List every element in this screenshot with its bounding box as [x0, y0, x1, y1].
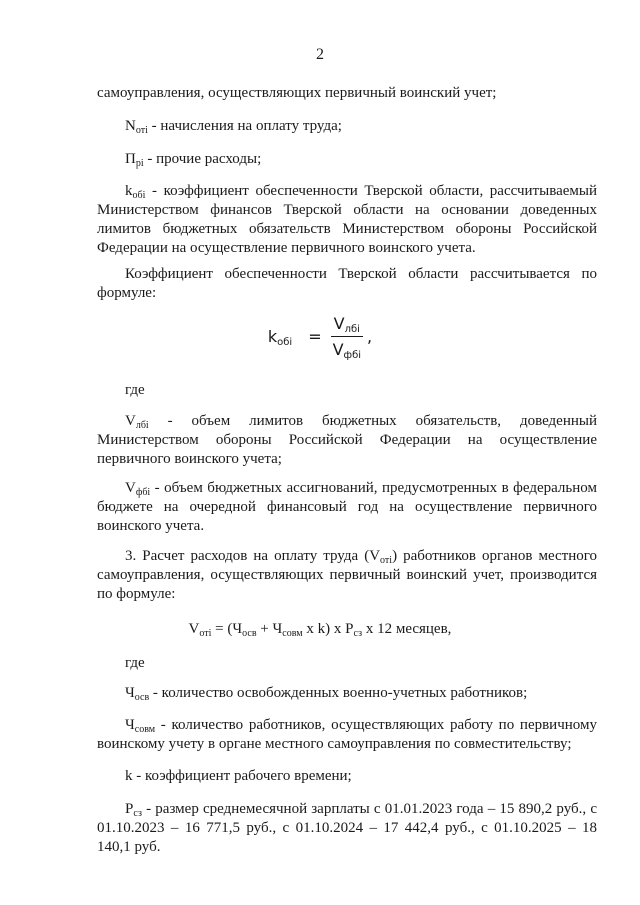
denominator-subscript: фбi: [343, 350, 362, 361]
formula-lhs: [268, 327, 292, 346]
definition-text: - начисления на оплату труда;: [147, 118, 342, 134]
where-label-1: где: [125, 382, 145, 398]
definition-v-lb: [97, 412, 597, 469]
formula-lhs-symbol: k: [267, 327, 278, 346]
symbol: N: [125, 118, 136, 134]
definition-v-fb: [97, 479, 597, 536]
item-3-subscript: отi: [380, 555, 393, 566]
symbol: Ч: [125, 717, 135, 733]
formula2-part1: = (Ч: [211, 621, 243, 637]
definition-k: k - коэффициент рабочего времени;: [125, 768, 352, 784]
coefficient-intro: Коэффициент обеспеченности Тверской области рассчитывается по формуле:: [97, 266, 597, 301]
formula2-ch1-subscript: осв: [242, 628, 257, 639]
definition-ch-sovm: [97, 716, 597, 754]
definition-text: - объем бюджетных ассигнований, предусмотренных в федеральном бюджете на очередной финансовый год на осуществление первичного воинского учета.: [97, 480, 597, 534]
formula-equals: =: [308, 327, 322, 346]
definition-text: - коэффициент обеспеченности Тверской области, рассчитываемый Министерством финансов Тверской области на основании доведенных лимитов бюджетных обязательств Министерством обороны Российской Федерации на осуществление первичного воинского учета.: [97, 183, 597, 256]
definition-k-ob: [97, 182, 597, 258]
symbol-subscript: сз: [133, 808, 142, 819]
definition-ch-osv: [97, 684, 597, 703]
symbol: k: [125, 183, 133, 199]
definition-r-sz: [97, 800, 597, 857]
symbol-subscript: рi: [135, 158, 144, 169]
formula-numerator: [331, 314, 363, 337]
item-3-paragraph: [97, 547, 597, 604]
symbol-subscript: лбi: [135, 420, 149, 431]
symbol-subscript: отi: [135, 125, 148, 136]
formula2-v-subscript: отi: [199, 628, 212, 639]
formula2-ch2-subscript: совм: [282, 628, 303, 639]
intro-line: самоуправления, осуществляющих первичный воинский учет;: [97, 85, 497, 101]
item-3-text-pre: 3. Расчет расходов на оплату труда (V: [125, 548, 381, 564]
formula2-r-subscript: сз: [353, 628, 363, 639]
salary-formula: [0, 621, 640, 638]
symbol: Р: [125, 801, 134, 817]
definition-text: - размер среднемесячной зарплаты с 01.01.2023 года – 15 890,2 руб., с 01.10.2023 – 16 771,5 руб., с 01.10.2024 – 17 442,4 руб., с 01.10.2025 – 18 140,1 руб.: [97, 801, 597, 855]
symbol-subscript: осв: [134, 692, 150, 703]
item-3-text-post: ) работников органов местного самоуправления, осуществляющих первичный воинский учет, производится по формуле:: [97, 548, 597, 602]
definition-text: - количество освобожденных военно-учетных работников;: [149, 685, 528, 701]
coefficient-formula: [0, 314, 640, 359]
symbol-subscript: фбi: [135, 487, 151, 498]
definition-p-r: [97, 150, 597, 169]
formula2-part3: x k) x Р: [302, 621, 354, 637]
formula2-part4: x 12 месяцев,: [362, 621, 452, 637]
formula-lhs-subscript: обi: [277, 337, 293, 348]
formula-comma: ,: [367, 327, 373, 346]
formula-fraction: [330, 314, 364, 359]
definition-text: - прочие расходы;: [143, 151, 262, 167]
formula2-v: V: [188, 621, 200, 637]
formula2-part2: + Ч: [256, 621, 283, 637]
symbol: П: [125, 151, 136, 167]
definition-n-ot: [97, 117, 597, 136]
numerator-subscript: лбi: [344, 324, 360, 335]
numerator-symbol: V: [333, 314, 345, 333]
symbol: V: [125, 413, 136, 429]
formula-denominator: [330, 337, 364, 359]
symbol-subscript: обi: [132, 190, 146, 201]
symbol: V: [125, 480, 136, 496]
denominator-symbol: V: [332, 340, 344, 359]
symbol: Ч: [125, 685, 135, 701]
page-number: 2: [316, 46, 324, 63]
definition-text: - количество работников, осуществляющих работу по первичному воинскому учету в органе местного самоуправления по совместительству;: [97, 717, 597, 752]
where-label-2: где: [125, 655, 145, 671]
symbol-subscript: совм: [134, 724, 156, 735]
definition-text: - объем лимитов бюджетных обязательств, доведенный Министерством обороны Российской Федерации на осуществление первичного воинского учета;: [97, 413, 597, 467]
